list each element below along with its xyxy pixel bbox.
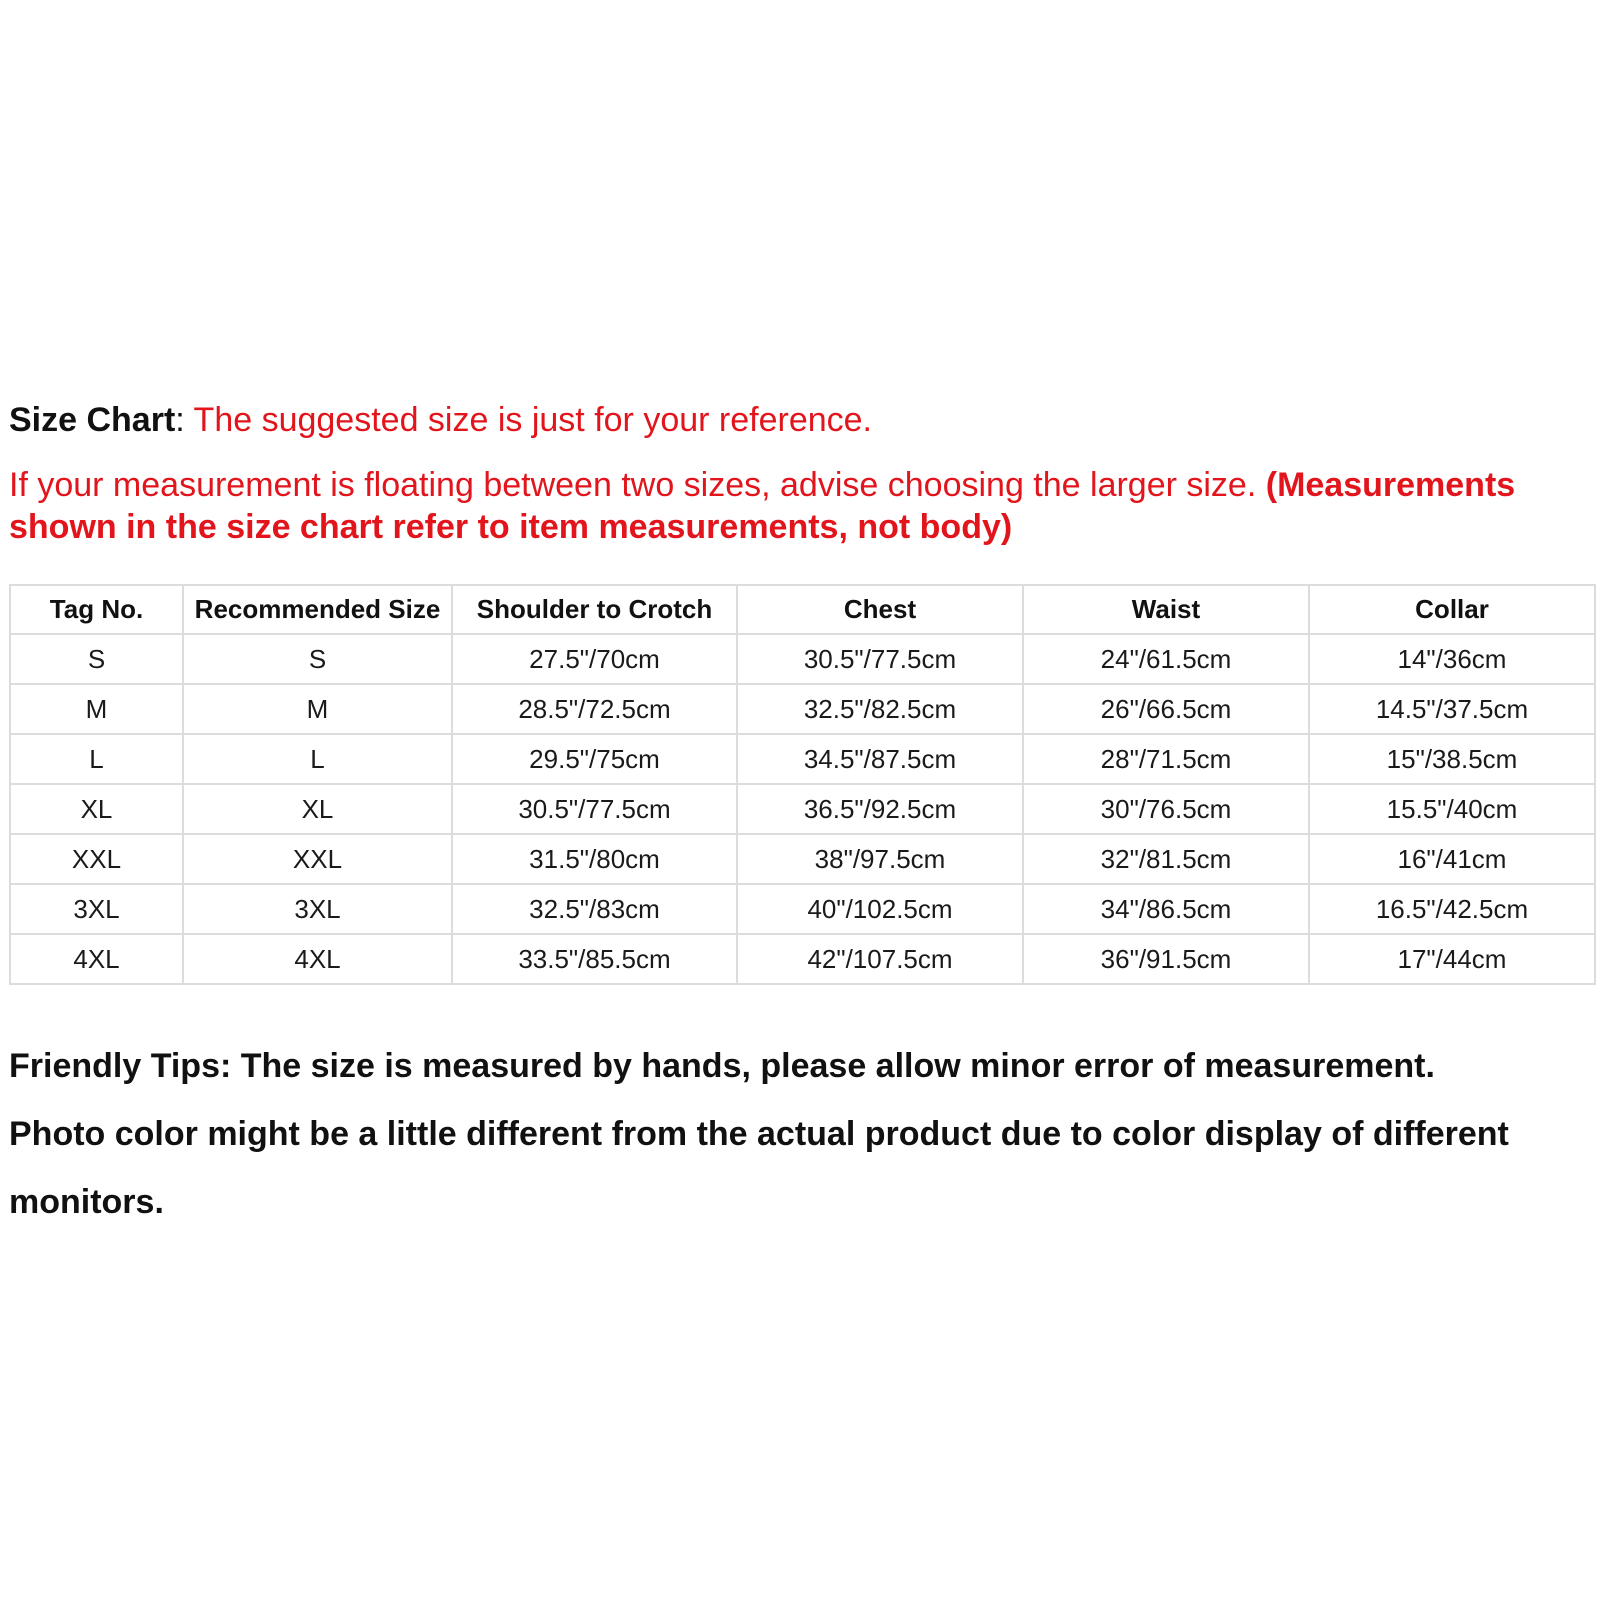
tips-measurement: Friendly Tips: The size is measured by hands, please allow minor error of measurement. — [9, 1047, 1435, 1085]
header-chest: Chest — [737, 585, 1023, 634]
table-row — [10, 784, 1595, 834]
cell-shoulder-to-crotch: 30.5"/77.5cm — [452, 784, 737, 834]
cell-recommended-size: XL — [183, 784, 452, 834]
header-collar: Collar — [1309, 585, 1595, 634]
cell-chest: 32.5"/82.5cm — [737, 684, 1023, 734]
advice-text: If your measurement is floating between two sizes, advise choosing the larger size. — [9, 466, 1266, 504]
table-row — [10, 734, 1595, 784]
cell-collar: 16.5"/42.5cm — [1309, 884, 1595, 934]
table-row — [10, 634, 1595, 684]
cell-collar: 14.5"/37.5cm — [1309, 684, 1595, 734]
cell-waist: 24"/61.5cm — [1023, 634, 1309, 684]
table-row — [10, 834, 1595, 884]
tips-photo-color: Photo color might be a little different from the actual product due to color display of different monitors. — [9, 1115, 1509, 1221]
cell-recommended-size: XXL — [183, 834, 452, 884]
cell-collar: 14"/36cm — [1309, 634, 1595, 684]
header-shoulder-to-crotch: Shoulder to Crotch — [452, 585, 737, 634]
cell-waist: 30"/76.5cm — [1023, 784, 1309, 834]
cell-chest: 36.5"/92.5cm — [737, 784, 1023, 834]
cell-tag-no: S — [10, 634, 183, 684]
cell-tag-no: XL — [10, 784, 183, 834]
cell-collar: 16"/41cm — [1309, 834, 1595, 884]
table-row — [10, 884, 1595, 934]
cell-recommended-size: 3XL — [183, 884, 452, 934]
cell-shoulder-to-crotch: 28.5"/72.5cm — [452, 684, 737, 734]
cell-tag-no: L — [10, 734, 183, 784]
cell-collar: 17"/44cm — [1309, 934, 1595, 984]
reference-note: The suggested size is just for your reference. — [184, 401, 872, 439]
cell-tag-no: 4XL — [10, 934, 183, 984]
cell-recommended-size: M — [183, 684, 452, 734]
header-tag-no: Tag No. — [10, 585, 183, 634]
cell-shoulder-to-crotch: 31.5"/80cm — [452, 834, 737, 884]
size-chart-colon: : — [175, 401, 185, 439]
cell-shoulder-to-crotch: 32.5"/83cm — [452, 884, 737, 934]
size-chart-title — [9, 400, 1599, 440]
cell-waist: 34"/86.5cm — [1023, 884, 1309, 934]
cell-chest: 42"/107.5cm — [737, 934, 1023, 984]
cell-shoulder-to-crotch: 29.5"/75cm — [452, 734, 737, 784]
header-waist: Waist — [1023, 585, 1309, 634]
cell-tag-no: 3XL — [10, 884, 183, 934]
cell-waist: 26"/66.5cm — [1023, 684, 1309, 734]
cell-shoulder-to-crotch: 33.5"/85.5cm — [452, 934, 737, 984]
cell-shoulder-to-crotch: 27.5"/70cm — [452, 634, 737, 684]
cell-tag-no: M — [10, 684, 183, 734]
measurement-advice — [9, 464, 1599, 548]
cell-waist: 32"/81.5cm — [1023, 834, 1309, 884]
cell-recommended-size: 4XL — [183, 934, 452, 984]
cell-collar: 15.5"/40cm — [1309, 784, 1595, 834]
table-row — [10, 684, 1595, 734]
size-chart-intro — [9, 400, 1599, 548]
cell-chest: 40"/102.5cm — [737, 884, 1023, 934]
cell-waist: 36"/91.5cm — [1023, 934, 1309, 984]
cell-chest: 30.5"/77.5cm — [737, 634, 1023, 684]
friendly-tips — [9, 1032, 1569, 1236]
cell-recommended-size: L — [183, 734, 452, 784]
cell-chest: 34.5"/87.5cm — [737, 734, 1023, 784]
cell-collar: 15"/38.5cm — [1309, 734, 1595, 784]
item-measurement-note: (Measurements shown in the size chart refer to item measurements, not body) — [9, 466, 1516, 546]
cell-recommended-size: S — [183, 634, 452, 684]
table-header-row — [10, 585, 1595, 634]
cell-waist: 28"/71.5cm — [1023, 734, 1309, 784]
size-chart-table — [9, 584, 1596, 985]
cell-chest: 38"/97.5cm — [737, 834, 1023, 884]
header-recommended-size: Recommended Size — [183, 585, 452, 634]
cell-tag-no: XXL — [10, 834, 183, 884]
size-chart-label: Size Chart — [9, 401, 176, 439]
table-row — [10, 934, 1595, 984]
